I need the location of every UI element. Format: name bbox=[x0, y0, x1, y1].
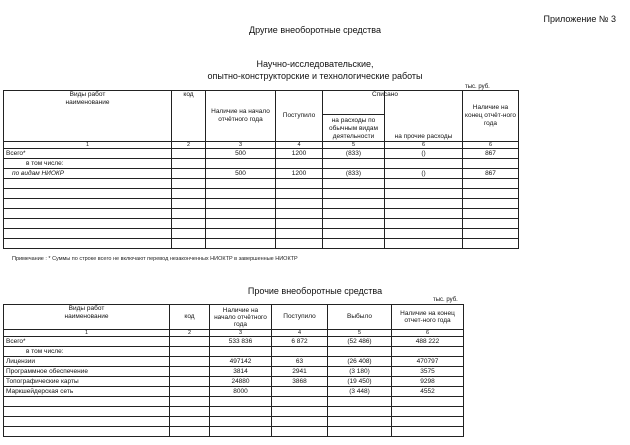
row-code bbox=[170, 337, 210, 347]
table-row bbox=[4, 357, 464, 367]
row-start: 500 bbox=[206, 149, 276, 159]
rnd-num-cell: 2 bbox=[172, 142, 206, 149]
row-out bbox=[328, 347, 392, 357]
table-row bbox=[4, 387, 464, 397]
row-received: 1200 bbox=[276, 169, 323, 179]
rnd-col-received: Поступило bbox=[276, 91, 323, 142]
row-end: 3575 bbox=[392, 367, 464, 377]
row-name: в том числе: bbox=[4, 159, 172, 169]
other-col-name-label: наименование bbox=[64, 313, 109, 320]
row-name: Всего* bbox=[4, 149, 172, 159]
row-end bbox=[392, 347, 464, 357]
row-code bbox=[170, 377, 210, 387]
row-end bbox=[463, 159, 519, 169]
rnd-num-cell: 5 bbox=[323, 142, 385, 149]
empty-row bbox=[4, 427, 464, 437]
row-out: (3 448) bbox=[328, 387, 392, 397]
other-num-cell: 5 bbox=[328, 330, 392, 337]
row-start bbox=[206, 159, 276, 169]
row-other: () bbox=[385, 149, 463, 159]
rnd-col-written-label: Списано bbox=[372, 91, 398, 98]
empty-row bbox=[4, 199, 519, 209]
rnd-num-cell: 6 bbox=[463, 142, 519, 149]
row-received: 6 872 bbox=[272, 337, 328, 347]
rnd-num-cell: 1 bbox=[4, 142, 172, 149]
row-name: Топографические карты bbox=[4, 377, 170, 387]
rnd-section-title bbox=[0, 58, 630, 82]
row-start bbox=[210, 347, 272, 357]
rnd-col-other bbox=[372, 91, 463, 142]
table-row bbox=[4, 149, 519, 159]
empty-row bbox=[4, 209, 519, 219]
rnd-table bbox=[3, 90, 519, 249]
row-end: 867 bbox=[463, 169, 519, 179]
row-code bbox=[170, 357, 210, 367]
rnd-col-end: Наличие на конец отчёт-ного года bbox=[463, 91, 519, 142]
row-name: в том числе: bbox=[4, 347, 170, 357]
row-end: 867 bbox=[463, 149, 519, 159]
row-ordinary bbox=[323, 159, 385, 169]
rnd-unit-label: тыс. руб. bbox=[465, 84, 490, 90]
appendix-label: Приложение № 3 bbox=[543, 14, 616, 24]
row-start: 24880 bbox=[210, 377, 272, 387]
row-name: Маркшейдерская сеть bbox=[4, 387, 170, 397]
row-name: Программное обеспечение bbox=[4, 367, 170, 377]
row-start: 500 bbox=[206, 169, 276, 179]
rnd-footnote: Примечание : * Суммы по строке всего не включают перевод незаконченных НИОКТР в завершенные НИОКТР bbox=[12, 256, 298, 262]
other-col-end: Наличие на конец отчет-ного года bbox=[392, 305, 464, 330]
page-title: Другие внеоборотные средства bbox=[249, 25, 381, 35]
other-col-code: код bbox=[170, 305, 210, 330]
rnd-number-row bbox=[4, 142, 519, 149]
row-start: 8000 bbox=[210, 387, 272, 397]
row-code bbox=[172, 149, 206, 159]
row-end: 488 222 bbox=[392, 337, 464, 347]
row-received bbox=[272, 387, 328, 397]
other-num-cell: 6 bbox=[392, 330, 464, 337]
other-table bbox=[3, 304, 464, 437]
row-ordinary: (833) bbox=[323, 149, 385, 159]
rnd-col-other-label: на прочие расходы bbox=[394, 133, 453, 140]
rnd-col-name-label: наименование bbox=[65, 99, 110, 106]
row-end: 470797 bbox=[392, 357, 464, 367]
other-section-title: Прочие внеоборотные средства bbox=[247, 286, 383, 296]
table-row bbox=[4, 159, 519, 169]
other-col-start: Наличие на начало отчётного года bbox=[210, 305, 272, 330]
empty-row bbox=[4, 397, 464, 407]
row-received bbox=[276, 159, 323, 169]
row-start: 3814 bbox=[210, 367, 272, 377]
other-num-cell: 1 bbox=[4, 330, 170, 337]
row-start: 497142 bbox=[210, 357, 272, 367]
row-end: 4552 bbox=[392, 387, 464, 397]
other-col-out: Выбыло bbox=[328, 305, 392, 330]
other-number-row bbox=[4, 330, 464, 337]
rnd-col-start: Наличие на начало отчётного года bbox=[206, 91, 276, 142]
empty-row bbox=[4, 179, 519, 189]
row-name: Всего* bbox=[4, 337, 170, 347]
row-other: () bbox=[385, 169, 463, 179]
rnd-num-cell: 4 bbox=[276, 142, 323, 149]
row-received bbox=[272, 347, 328, 357]
table-row bbox=[4, 169, 519, 179]
row-received: 2941 bbox=[272, 367, 328, 377]
empty-row bbox=[4, 417, 464, 427]
row-code bbox=[172, 159, 206, 169]
row-name: по видам НИОКР bbox=[4, 169, 172, 179]
other-header-row bbox=[4, 305, 464, 330]
row-received: 63 bbox=[272, 357, 328, 367]
table-row bbox=[4, 347, 464, 357]
row-other bbox=[385, 159, 463, 169]
row-out: (19 450) bbox=[328, 377, 392, 387]
rnd-title-line1: Научно-исследовательские, bbox=[256, 59, 374, 69]
empty-row bbox=[4, 239, 519, 249]
other-col-types-label: Виды работ bbox=[68, 305, 105, 312]
empty-row bbox=[4, 407, 464, 417]
other-num-cell: 4 bbox=[272, 330, 328, 337]
row-name: Лицензии bbox=[4, 357, 170, 367]
rnd-col-written-wrap bbox=[322, 114, 385, 115]
rnd-num-cell: 6 bbox=[385, 142, 463, 149]
table-row bbox=[4, 377, 464, 387]
empty-row bbox=[4, 229, 519, 239]
row-received: 3868 bbox=[272, 377, 328, 387]
row-received: 1200 bbox=[276, 149, 323, 159]
row-out: (26 408) bbox=[328, 357, 392, 367]
row-code bbox=[170, 347, 210, 357]
row-ordinary: (833) bbox=[323, 169, 385, 179]
rnd-col-types-label: Виды работ bbox=[69, 91, 106, 98]
row-code bbox=[170, 367, 210, 377]
rnd-col-types bbox=[4, 91, 172, 142]
other-col-types bbox=[4, 305, 170, 330]
other-unit-label: тыс. руб. bbox=[433, 297, 458, 303]
row-code bbox=[170, 387, 210, 397]
row-end: 9298 bbox=[392, 377, 464, 387]
empty-row bbox=[4, 189, 519, 199]
rnd-header-row bbox=[4, 91, 519, 142]
rnd-num-cell: 3 bbox=[206, 142, 276, 149]
row-code bbox=[172, 169, 206, 179]
rnd-col-code: код bbox=[172, 91, 206, 142]
row-out: (52 486) bbox=[328, 337, 392, 347]
row-start: 533 836 bbox=[210, 337, 272, 347]
rnd-col-ordinary-label: на расходы по обычным видам деятельности bbox=[329, 117, 378, 140]
empty-row bbox=[4, 219, 519, 229]
other-num-cell: 2 bbox=[170, 330, 210, 337]
other-col-received: Поступило bbox=[272, 305, 328, 330]
row-out: (3 180) bbox=[328, 367, 392, 377]
table-row bbox=[4, 367, 464, 377]
rnd-title-line2: опытно-конструкторские и технологические работы bbox=[207, 71, 423, 81]
other-num-cell: 3 bbox=[210, 330, 272, 337]
table-row bbox=[4, 337, 464, 347]
